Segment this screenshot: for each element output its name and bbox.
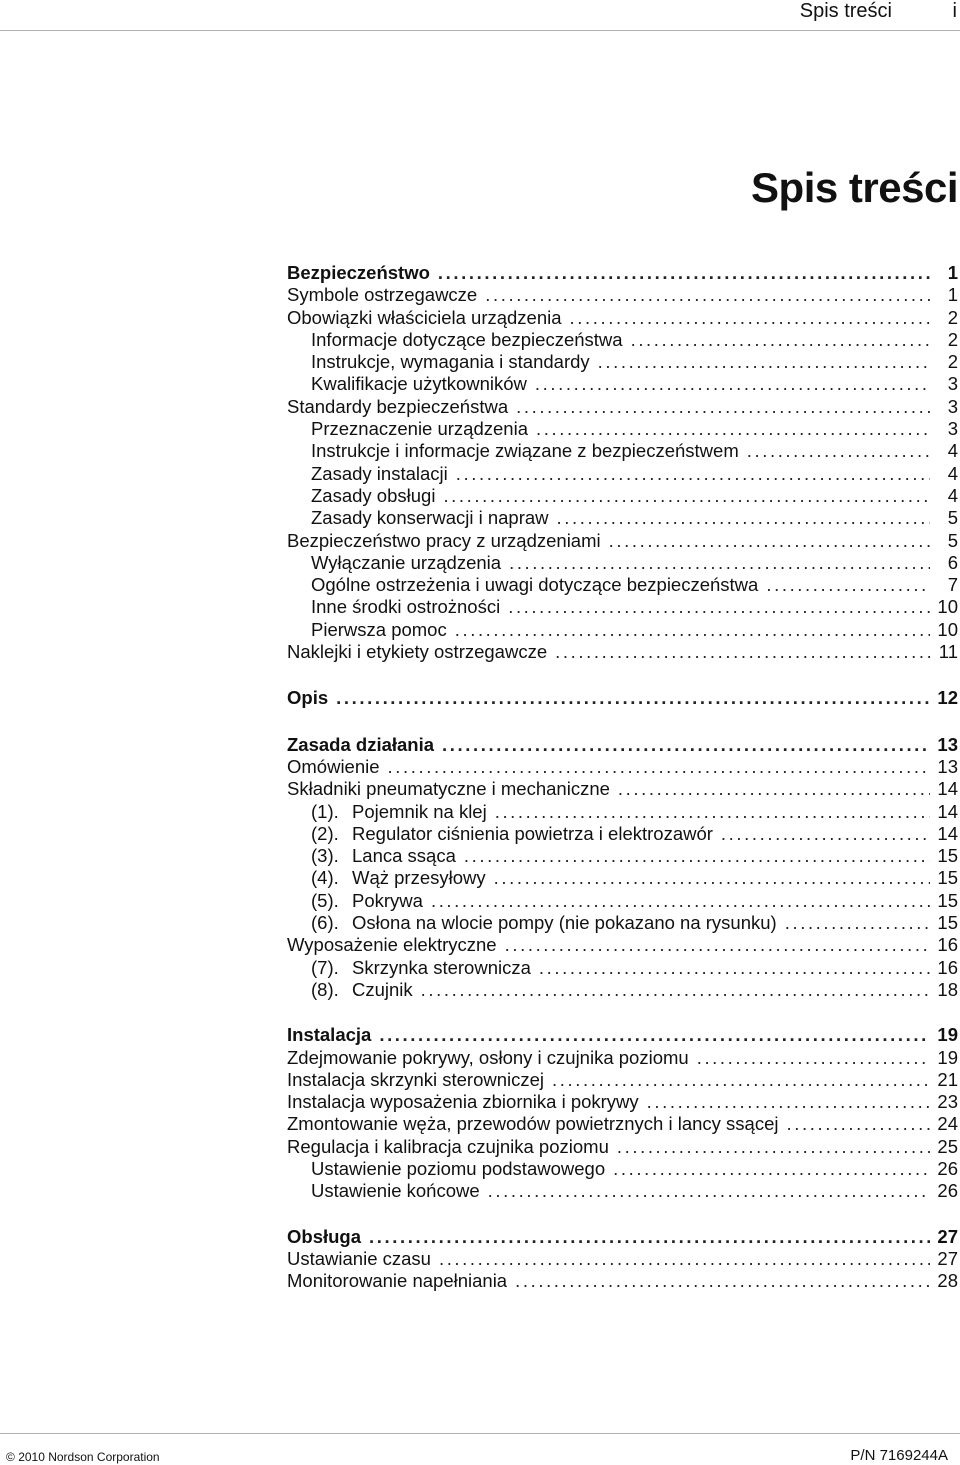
toc-entry-title: Zasady instalacji	[311, 462, 448, 484]
dot-leader	[495, 801, 930, 823]
toc-section	[287, 734, 958, 1002]
toc-entry-page: 6	[947, 551, 958, 573]
dot-leader	[609, 530, 930, 552]
copyright-text: 2010 Nordson Corporation	[18, 1450, 160, 1464]
toc-entry-title: Omówienie	[287, 755, 380, 777]
dot-leader	[598, 351, 930, 373]
toc-entry-title: Wąż przesyłowy	[352, 867, 486, 889]
toc-entry[interactable]	[287, 641, 958, 663]
toc-entry[interactable]	[287, 912, 958, 934]
dot-leader	[509, 552, 930, 574]
toc-chapter-entry[interactable]	[287, 734, 958, 756]
toc-entry-page: 27	[937, 1247, 958, 1269]
toc-entry-page: 4	[947, 484, 958, 506]
toc-entry-page: 19	[937, 1046, 958, 1068]
dot-leader	[536, 418, 930, 440]
dot-leader	[494, 867, 930, 889]
toc-entry-title: Instalacja wyposażenia zbiornika i pokrywy	[287, 1091, 639, 1113]
toc-entry[interactable]	[287, 373, 958, 395]
toc-entry[interactable]	[287, 1248, 958, 1270]
dot-leader	[787, 1113, 931, 1135]
toc-entry-title: Zasada działania	[287, 733, 435, 755]
toc-entry-title: Czujnik	[352, 978, 413, 1000]
toc-entry[interactable]	[287, 574, 958, 596]
toc-section	[287, 1226, 958, 1293]
toc-chapter-entry[interactable]	[287, 1024, 958, 1046]
dot-leader	[697, 1047, 930, 1069]
dot-leader	[439, 1248, 930, 1270]
dot-leader	[747, 440, 930, 462]
toc-entry[interactable]	[287, 845, 958, 867]
copyright-symbol: ©	[6, 1450, 15, 1464]
toc-entry-page: 24	[937, 1113, 958, 1135]
toc-entry[interactable]	[287, 1158, 958, 1180]
toc-section	[287, 687, 958, 709]
toc-entry-title: Symbole ostrzegawcze	[287, 284, 478, 306]
copyright-notice	[6, 1449, 160, 1465]
toc-entry-page: 2	[947, 351, 958, 373]
dot-leader	[369, 1226, 930, 1248]
toc-entry[interactable]	[287, 307, 958, 329]
header-rule	[0, 30, 960, 31]
toc-entry-title: Ustawianie czasu	[287, 1247, 431, 1269]
toc-entry-page: 4	[947, 462, 958, 484]
toc-entry-number: (5).	[311, 889, 339, 911]
toc-entry-number: (6).	[311, 912, 339, 934]
toc-entry-title: Instrukcje, wymagania i standardy	[311, 351, 590, 373]
toc-entry-page: 14	[937, 778, 958, 800]
dot-leader	[336, 687, 930, 709]
toc-entry-title: Zdejmowanie pokrywy, osłony i czujnika poziomu	[287, 1046, 689, 1068]
document-title: Spis treści	[751, 164, 958, 211]
toc-entry-title: Ustawienie poziomu podstawowego	[311, 1157, 606, 1179]
toc-entry-title: Pierwsza pomoc	[311, 618, 447, 640]
toc-entry-page: 23	[937, 1091, 958, 1113]
toc-entry-page: 11	[938, 641, 958, 663]
toc-entry[interactable]	[287, 756, 958, 778]
toc-entry-title: Składniki pneumatyczne i mechaniczne	[287, 778, 610, 800]
toc-entry-number: (7).	[311, 956, 339, 978]
toc-entry-page: 13	[937, 755, 958, 777]
toc-section	[287, 262, 958, 663]
toc-entry-title: Bezpieczeństwo	[287, 262, 430, 283]
toc-entry[interactable]	[287, 979, 958, 1001]
toc-entry-title: Regulator ciśnienia powietrza i elektrozawór	[352, 822, 713, 844]
toc-entry[interactable]	[287, 596, 958, 618]
toc-entry[interactable]	[287, 890, 958, 912]
dot-leader	[505, 934, 930, 956]
toc-entry-number: (4).	[311, 867, 339, 889]
toc-entry-page: 12	[937, 687, 958, 709]
toc-entry-page: 10	[937, 596, 958, 618]
toc-entry-page: 14	[937, 822, 958, 844]
toc-entry-title: Instalacja	[287, 1024, 372, 1046]
toc-entry-page: 10	[937, 618, 958, 640]
toc-entry-title: Wyłączanie urządzenia	[311, 551, 502, 573]
toc-entry[interactable]	[287, 823, 958, 845]
dot-leader	[442, 734, 930, 756]
dot-leader	[766, 574, 930, 596]
toc-chapter-entry[interactable]	[287, 1226, 958, 1248]
dot-leader	[431, 890, 930, 912]
toc-entry-page: 27	[937, 1225, 958, 1247]
dot-leader	[647, 1091, 930, 1113]
toc-entry-title: Lanca ssąca	[352, 845, 456, 867]
dot-leader	[613, 1158, 930, 1180]
dot-leader	[570, 307, 930, 329]
section-gap	[287, 1001, 958, 1024]
toc-entry-page: 26	[937, 1180, 958, 1202]
dot-leader	[535, 373, 930, 395]
dot-leader	[464, 845, 930, 867]
toc-entry-title: Osłona na wlocie pompy (nie pokazano na rysunku)	[352, 912, 777, 934]
dot-leader	[631, 329, 930, 351]
dot-leader	[456, 463, 930, 485]
toc-entry[interactable]	[287, 934, 958, 956]
toc-entry-number: (1).	[311, 800, 339, 822]
dot-leader	[508, 596, 930, 618]
dot-leader	[379, 1024, 930, 1046]
toc-entry-title: Kwalifikacje użytkowników	[311, 373, 527, 395]
toc-entry[interactable]	[287, 351, 958, 373]
dot-leader	[557, 507, 930, 529]
toc-entry-title: Instrukcje i informacje związane z bezpieczeństwem	[311, 440, 739, 462]
toc-entry-title: Skrzynka sterownicza	[352, 956, 531, 978]
dot-leader	[618, 778, 930, 800]
toc-entry-page: 5	[947, 529, 958, 551]
toc-section	[287, 1024, 958, 1202]
toc-entry[interactable]	[287, 867, 958, 889]
toc-entry[interactable]	[287, 507, 958, 529]
dot-leader	[421, 979, 930, 1001]
toc-entry[interactable]	[287, 284, 958, 306]
dot-leader	[555, 641, 930, 663]
toc-entry-title: Obsługa	[287, 1225, 362, 1247]
toc-entry-page: 15	[937, 845, 958, 867]
toc-entry-title: Instalacja skrzynki sterowniczej	[287, 1068, 545, 1090]
page-footer	[0, 1433, 960, 1465]
toc-entry-page: 18	[937, 978, 958, 1000]
toc-entry-page: 16	[937, 956, 958, 978]
toc-entry-page: 16	[937, 934, 958, 956]
dot-leader	[388, 756, 930, 778]
toc-entry-page: 3	[947, 418, 958, 440]
toc-entry[interactable]	[287, 1270, 958, 1292]
part-number: P/N 7169244A	[850, 1447, 948, 1464]
toc-entry-page: 21	[937, 1068, 958, 1090]
toc-entry-page: 15	[937, 889, 958, 911]
toc-entry-title: Monitorowanie napełniania	[287, 1270, 508, 1292]
section-gap	[287, 663, 958, 687]
toc-entry-number: (8).	[311, 978, 339, 1000]
toc-entry[interactable]	[287, 1047, 958, 1069]
dot-leader	[443, 485, 930, 507]
toc-entry-page: 28	[937, 1270, 958, 1292]
toc-entry-title: Regulacja i kalibracja czujnika poziomu	[287, 1135, 609, 1157]
dot-leader	[617, 1136, 930, 1158]
toc-entry-page: 26	[937, 1157, 958, 1179]
toc-entry[interactable]	[287, 396, 958, 418]
footer-rule	[0, 1433, 960, 1434]
dot-leader	[485, 284, 930, 306]
header-page-number: i	[952, 0, 957, 22]
toc-entry-title: Naklejki i etykiety ostrzegawcze	[287, 641, 548, 663]
toc-entry[interactable]	[287, 1069, 958, 1091]
toc-entry-title: Informacje dotyczące bezpieczeństwa	[311, 328, 623, 350]
toc-entry-page: 1	[947, 284, 958, 306]
toc-entry-page: 7	[947, 574, 958, 596]
section-gap	[287, 1203, 958, 1226]
toc-entry[interactable]	[287, 1136, 958, 1158]
toc-entry-title: Inne środki ostrożności	[311, 596, 501, 618]
toc-entry-title: Przeznaczenie urządzenia	[311, 418, 528, 440]
toc-entry[interactable]	[287, 1180, 958, 1202]
section-gap	[287, 710, 958, 734]
toc-entry-title: Ustawienie końcowe	[311, 1180, 480, 1202]
page-header	[0, 0, 960, 28]
toc-entry-page: 15	[937, 867, 958, 889]
toc-chapter-entry[interactable]	[287, 687, 958, 709]
dot-leader	[785, 912, 930, 934]
toc-entry-page: 3	[947, 395, 958, 417]
toc-entry[interactable]	[287, 485, 958, 507]
toc-entry-number: (2).	[311, 822, 339, 844]
toc-entry-number: (3).	[311, 845, 339, 867]
toc-entry-title: Zasady obsługi	[311, 484, 436, 506]
toc-entry-title: Zmontowanie węża, przewodów powietrznych i lancy ssącej	[287, 1113, 779, 1135]
toc-entry-page: 19	[937, 1024, 958, 1046]
toc-entry[interactable]	[287, 329, 958, 351]
toc-entry-page: 2	[947, 328, 958, 350]
toc-entry[interactable]	[287, 1113, 958, 1135]
dot-leader	[516, 396, 930, 418]
toc-entry[interactable]	[287, 440, 958, 462]
dot-leader	[552, 1069, 930, 1091]
toc-entry-title: Standardy bezpieczeństwa	[287, 395, 509, 417]
header-title: Spis treści	[799, 0, 892, 22]
toc-entry-page: 15	[937, 912, 958, 934]
table-of-contents	[287, 262, 958, 1292]
toc-chapter-entry[interactable]	[287, 262, 958, 284]
toc-entry[interactable]	[287, 957, 958, 979]
toc-entry[interactable]	[287, 801, 958, 823]
dot-leader	[455, 619, 930, 641]
toc-entry[interactable]	[287, 530, 958, 552]
toc-entry-title: Wyposażenie elektryczne	[287, 934, 497, 956]
toc-entry-page: 3	[947, 373, 958, 395]
toc-entry[interactable]	[287, 418, 958, 440]
dot-leader	[438, 262, 930, 284]
toc-entry-title: Pokrywa	[352, 889, 423, 911]
toc-entry-page: 25	[937, 1135, 958, 1157]
toc-entry[interactable]	[287, 619, 958, 641]
dot-leader	[488, 1180, 930, 1202]
dot-leader	[721, 823, 930, 845]
toc-entry-title: Ogólne ostrzeżenia i uwagi dotyczące bezpieczeństwa	[311, 574, 759, 596]
toc-entry-page: 1	[947, 262, 958, 283]
toc-entry[interactable]	[287, 778, 958, 800]
toc-entry[interactable]	[287, 463, 958, 485]
toc-entry[interactable]	[287, 552, 958, 574]
dot-leader	[539, 957, 930, 979]
toc-entry-title: Bezpieczeństwo pracy z urządzeniami	[287, 529, 601, 551]
toc-entry-page: 13	[937, 733, 958, 755]
toc-entry-page: 2	[947, 306, 958, 328]
toc-entry-title: Obowiązki właściciela urządzenia	[287, 306, 562, 328]
toc-entry-page: 5	[947, 507, 958, 529]
toc-entry-title: Zasady konserwacji i napraw	[311, 507, 549, 529]
toc-entry-title: Pojemnik na klej	[352, 800, 487, 822]
dot-leader	[515, 1270, 930, 1292]
toc-entry-title: Opis	[287, 687, 329, 709]
toc-entry[interactable]	[287, 1091, 958, 1113]
toc-entry-page: 14	[937, 800, 958, 822]
toc-entry-page: 4	[947, 440, 958, 462]
